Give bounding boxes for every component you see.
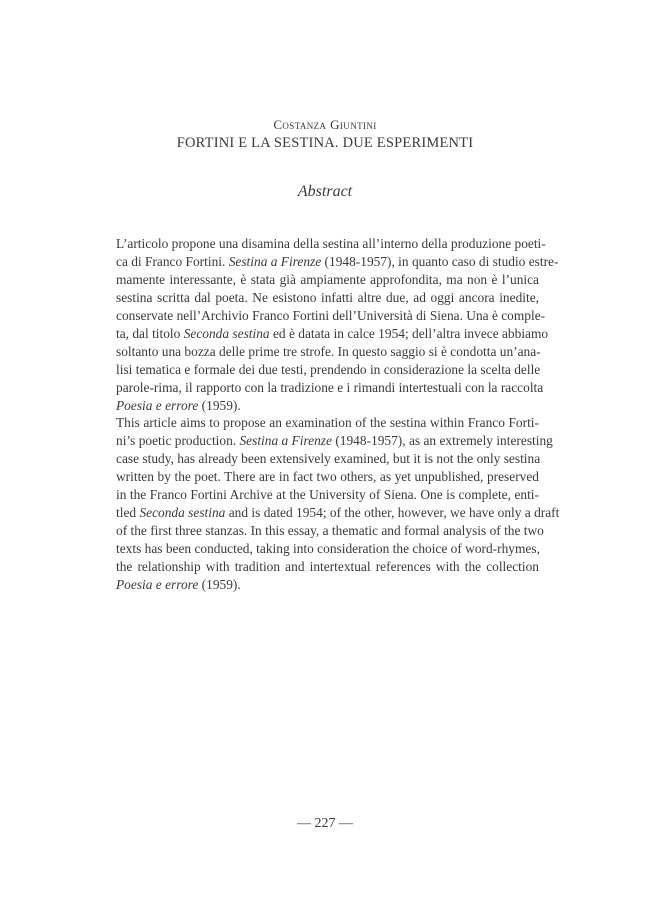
text-line: soltanto una bozza delle prime tre strofe. In questo saggio si è condotta un’ana- [116, 344, 541, 359]
text-line: parole-rima, il rapporto con la tradizione e i rimandi intertestuali con la raccolta [116, 380, 544, 395]
text-line: Poesia e errore (1959). [116, 398, 241, 413]
work-title: Sestina a Firenze [239, 433, 332, 448]
text-line: ni’s poetic production. Sestina a Firenze (1948-1957), as an extremely interesting [116, 433, 553, 448]
author-name: Costanza Giuntini [273, 117, 377, 132]
abstract-heading: Abstract [297, 183, 353, 200]
abstract-italian [116, 235, 559, 415]
text-line: mamente interessante, è stata già ampiamente approfondita, ma non è l’unica [116, 272, 539, 287]
work-title: Seconda sestina [183, 326, 270, 341]
work-title: Seconda sestina [139, 505, 226, 520]
text-line: the relationship with tradition and intertextual references with the collection [116, 559, 539, 574]
text-line: case study, has already been extensively examined, but it is not the only sestina [116, 451, 541, 466]
text-line: Poesia e errore (1959). [116, 577, 241, 592]
text-line: L’articolo propone una disamina della sestina all’interno della produzione poeti- [116, 236, 546, 251]
work-title: Poesia e errore [116, 577, 199, 592]
text-line: texts has been conducted, taking into consideration the choice of word-rhymes, [116, 541, 540, 556]
text-line: of the first three stanzas. In this essay, a thematic and formal analysis of the two [116, 523, 544, 538]
text-line: lisi tematica e formale dei due testi, prendendo in considerazione la scelta delle [116, 362, 541, 377]
text-line: tled Seconda sestina and is dated 1954; of the other, however, we have only a draft [116, 505, 560, 520]
work-title: Sestina a Firenze [228, 254, 322, 269]
text-line: written by the poet. There are in fact two others, as yet unpublished, preserved [116, 469, 539, 484]
text-line: This article aims to propose an examination of the sestina within Franco Forti- [116, 415, 539, 430]
work-title: Poesia e errore [116, 398, 199, 413]
text-line: ta, dal titolo Seconda sestina ed è datata in calce 1954; dell’altra invece abbiamo [116, 326, 549, 341]
text-line: conservate nell’Archivio Franco Fortini dell’Università di Siena. Una è comple- [116, 308, 546, 323]
text-line: sestina scritta dal poeta. Ne esistono infatti altre due, ad oggi ancora inedite, [116, 290, 539, 305]
text-line: ca di Franco Fortini. Sestina a Firenze (1948-1957), in quanto caso di studio estre- [116, 254, 559, 269]
article-title: FORTINI E LA SESTINA. DUE ESPERIMENTI [176, 135, 474, 151]
page-number: — 227 — [297, 816, 353, 831]
abstract-english [116, 414, 560, 594]
text-line: in the Franco Fortini Archive at the University of Siena. One is complete, enti- [116, 487, 539, 502]
